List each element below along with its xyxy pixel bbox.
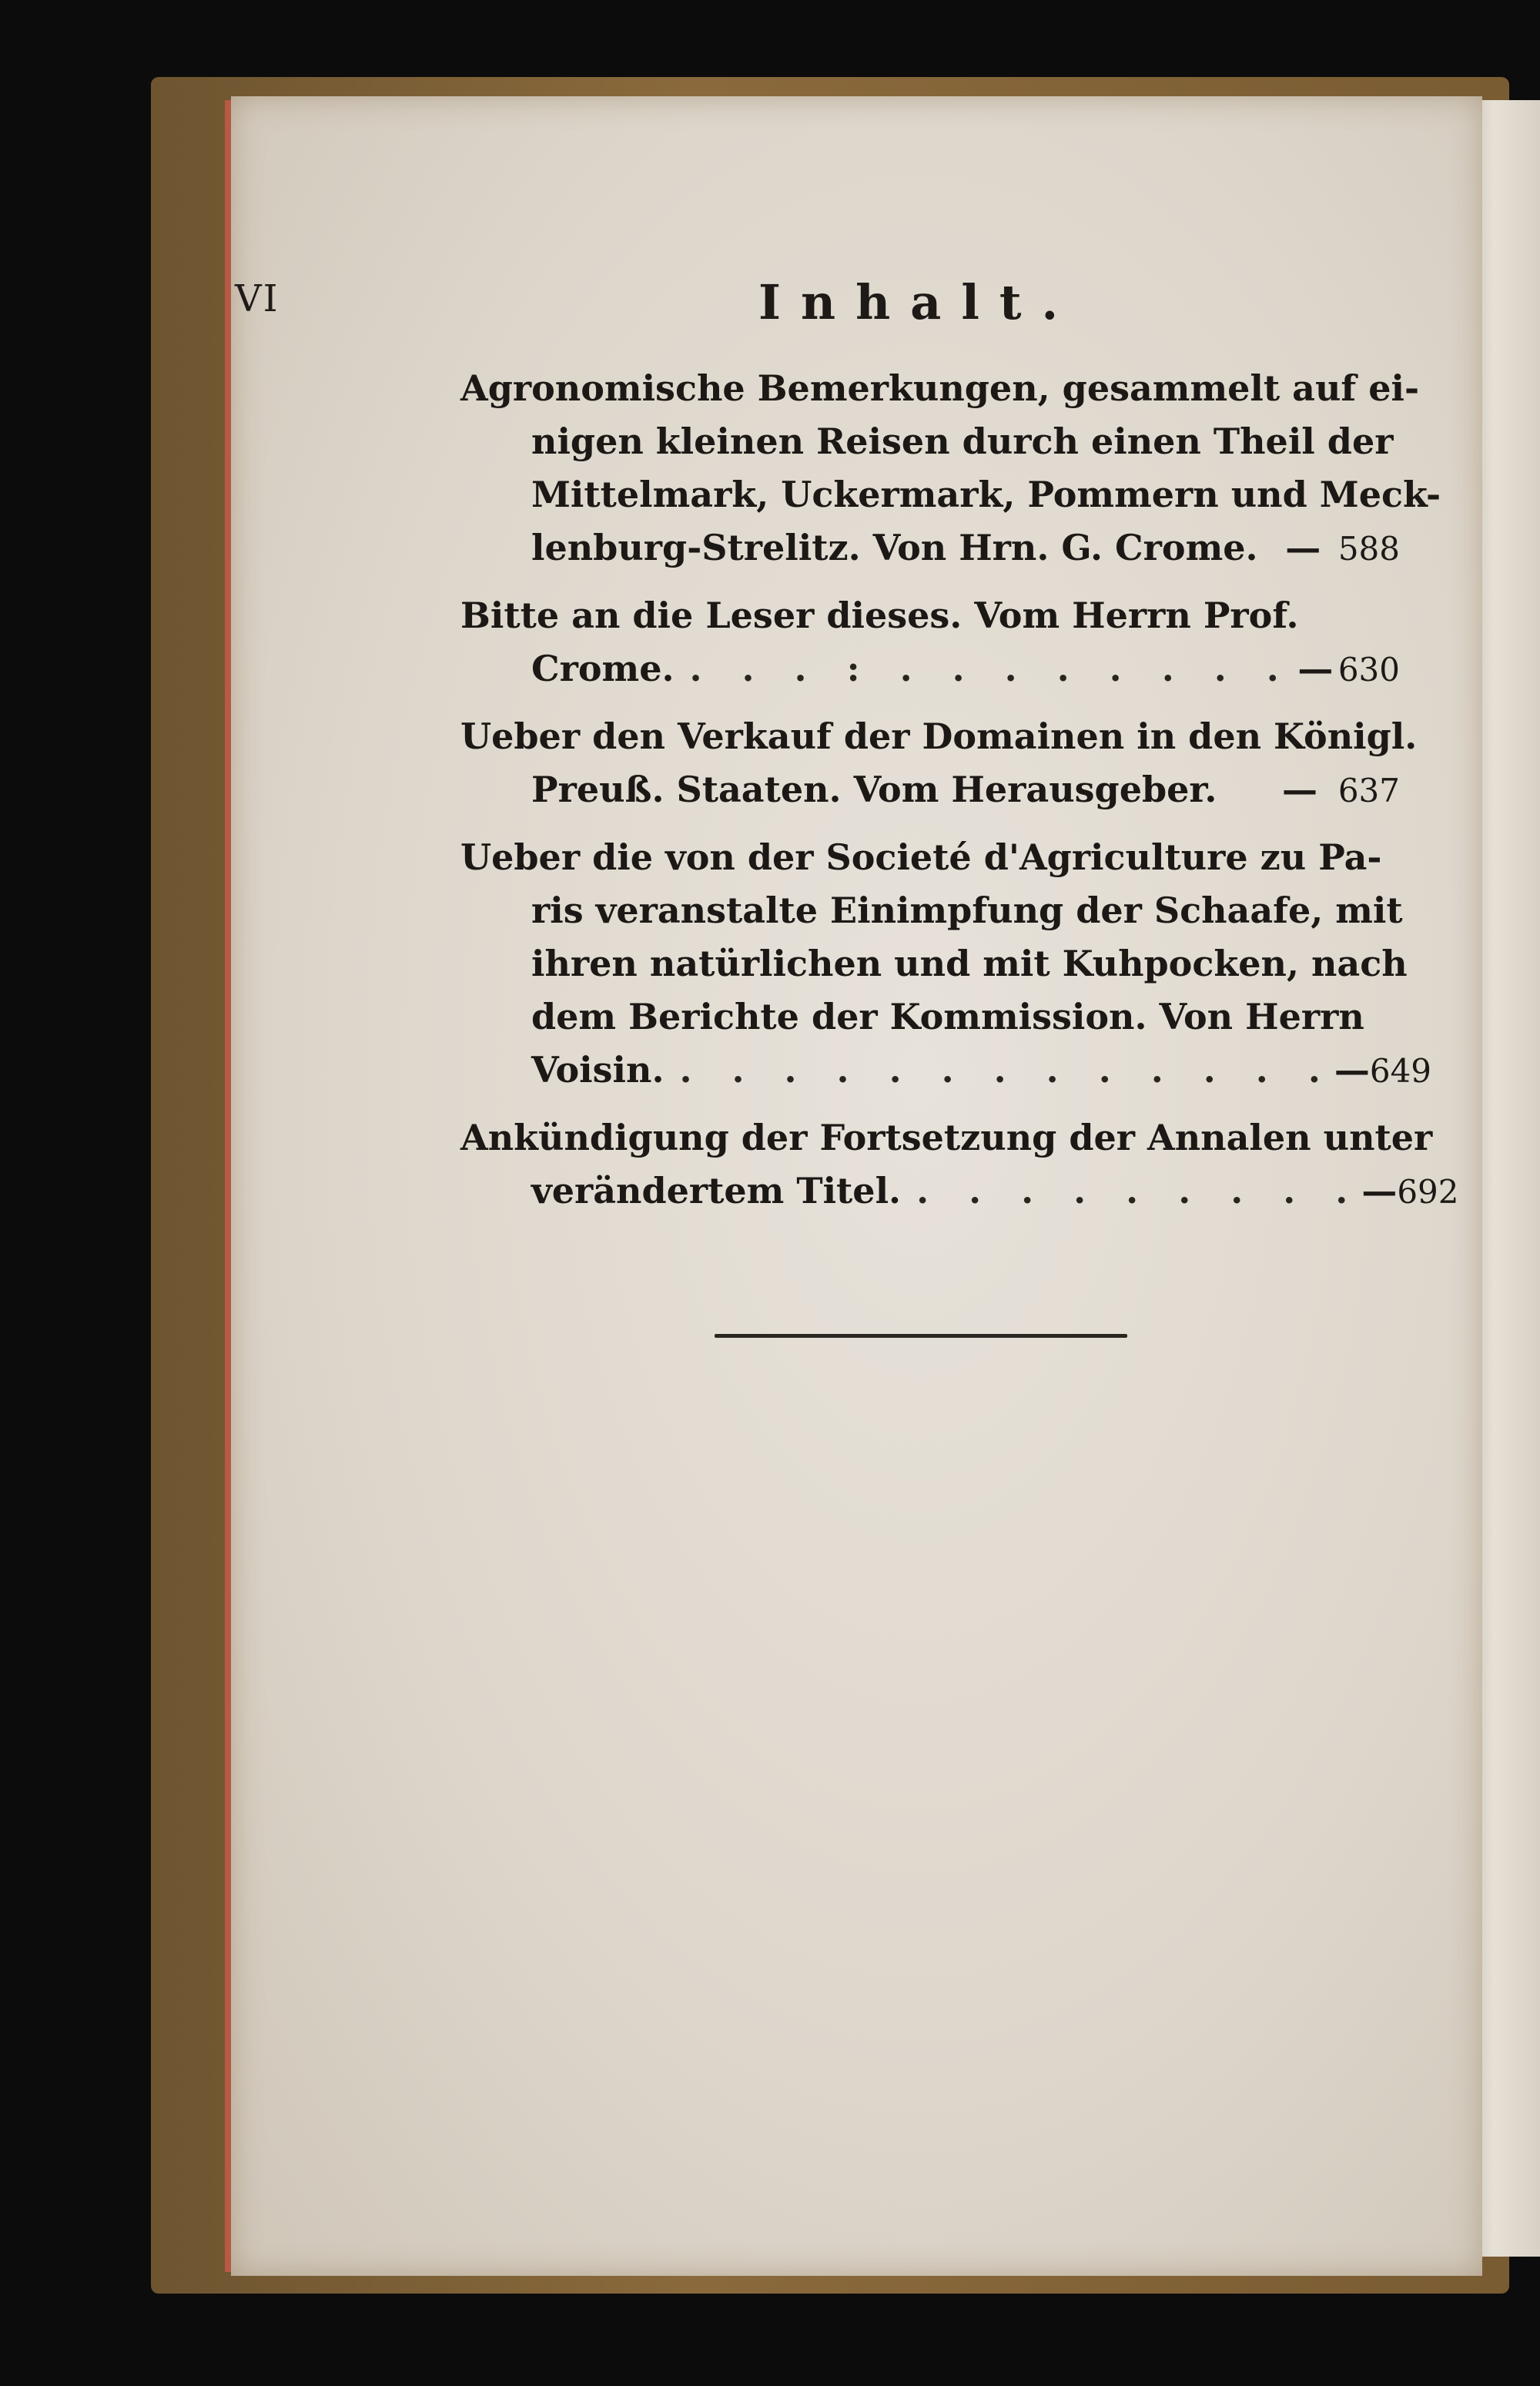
entry-line: Voisin. — [531, 1049, 665, 1091]
entry-line: Mittelmark, Uckermark, Pommern und Meck- — [531, 474, 1441, 515]
entry-line: ris veranstalte Einimpfung der Schaafe, mit — [531, 890, 1403, 931]
page-dash: — — [1297, 648, 1334, 689]
page-number: VI — [235, 277, 280, 320]
page-dash: — — [1334, 1049, 1370, 1091]
page-dash: — — [1282, 769, 1317, 810]
entry-line: dem Berichte der Kommission. Von Herrn — [531, 996, 1364, 1037]
entry-last-line — [460, 642, 1400, 696]
page-reference: 588 — [1337, 530, 1400, 568]
entry-line: lenburg-Strelitz. Von Hrn. G. Crome. — [531, 527, 1258, 568]
table-of-contents — [460, 362, 1459, 1232]
toc-entry — [460, 710, 1418, 817]
entry-line: Preuß. Staaten. Vom Herausgeber. — [531, 769, 1217, 810]
dot-leader: . . . : . . . . . . . . — [689, 648, 1293, 689]
entry-line: Bitte an die Leser dieses. Vom Herrn Prof. — [460, 595, 1299, 636]
entry-line: verändertem Titel. — [531, 1170, 902, 1211]
dot-leader: . . . . . . . . . . . . . — [679, 1049, 1334, 1091]
page-reference: 637 — [1337, 772, 1400, 809]
entry-last-line — [460, 521, 1400, 575]
toc-entry — [460, 1111, 1459, 1218]
entry-last-line — [460, 763, 1400, 817]
entry-line: Ankündigung der Fortsetzung der Annalen unter — [460, 1117, 1433, 1158]
entry-line: nigen kleinen Reisen durch einen Theil der — [531, 421, 1394, 462]
page-title: Inhalt. — [758, 274, 1079, 330]
page-reference: 692 — [1397, 1173, 1459, 1211]
toc-entry — [460, 589, 1400, 696]
entry-line: Crome. — [531, 648, 675, 689]
dot-leader: . . . . . . . . . — [916, 1170, 1362, 1211]
entry-last-line — [460, 1165, 1459, 1218]
page-reference: 630 — [1337, 651, 1400, 689]
entry-line: Ueber den Verkauf der Domainen in den Königl. — [460, 715, 1418, 757]
entry-last-line — [460, 1044, 1432, 1097]
toc-entry — [460, 362, 1441, 575]
page-dash: — — [1285, 527, 1321, 568]
entry-line: Ueber die von der Societé d'Agriculture zu Pa- — [460, 836, 1382, 878]
page-dash: — — [1361, 1170, 1398, 1211]
entry-line: ihren natürlichen und mit Kuhpocken, nach — [531, 943, 1408, 984]
page-header — [0, 274, 1540, 339]
entry-line: Agronomische Bemerkungen, gesammelt auf ei- — [460, 367, 1420, 409]
toc-entry — [460, 831, 1432, 1097]
page-reference: 649 — [1369, 1052, 1432, 1090]
closing-rule — [715, 1334, 1127, 1338]
